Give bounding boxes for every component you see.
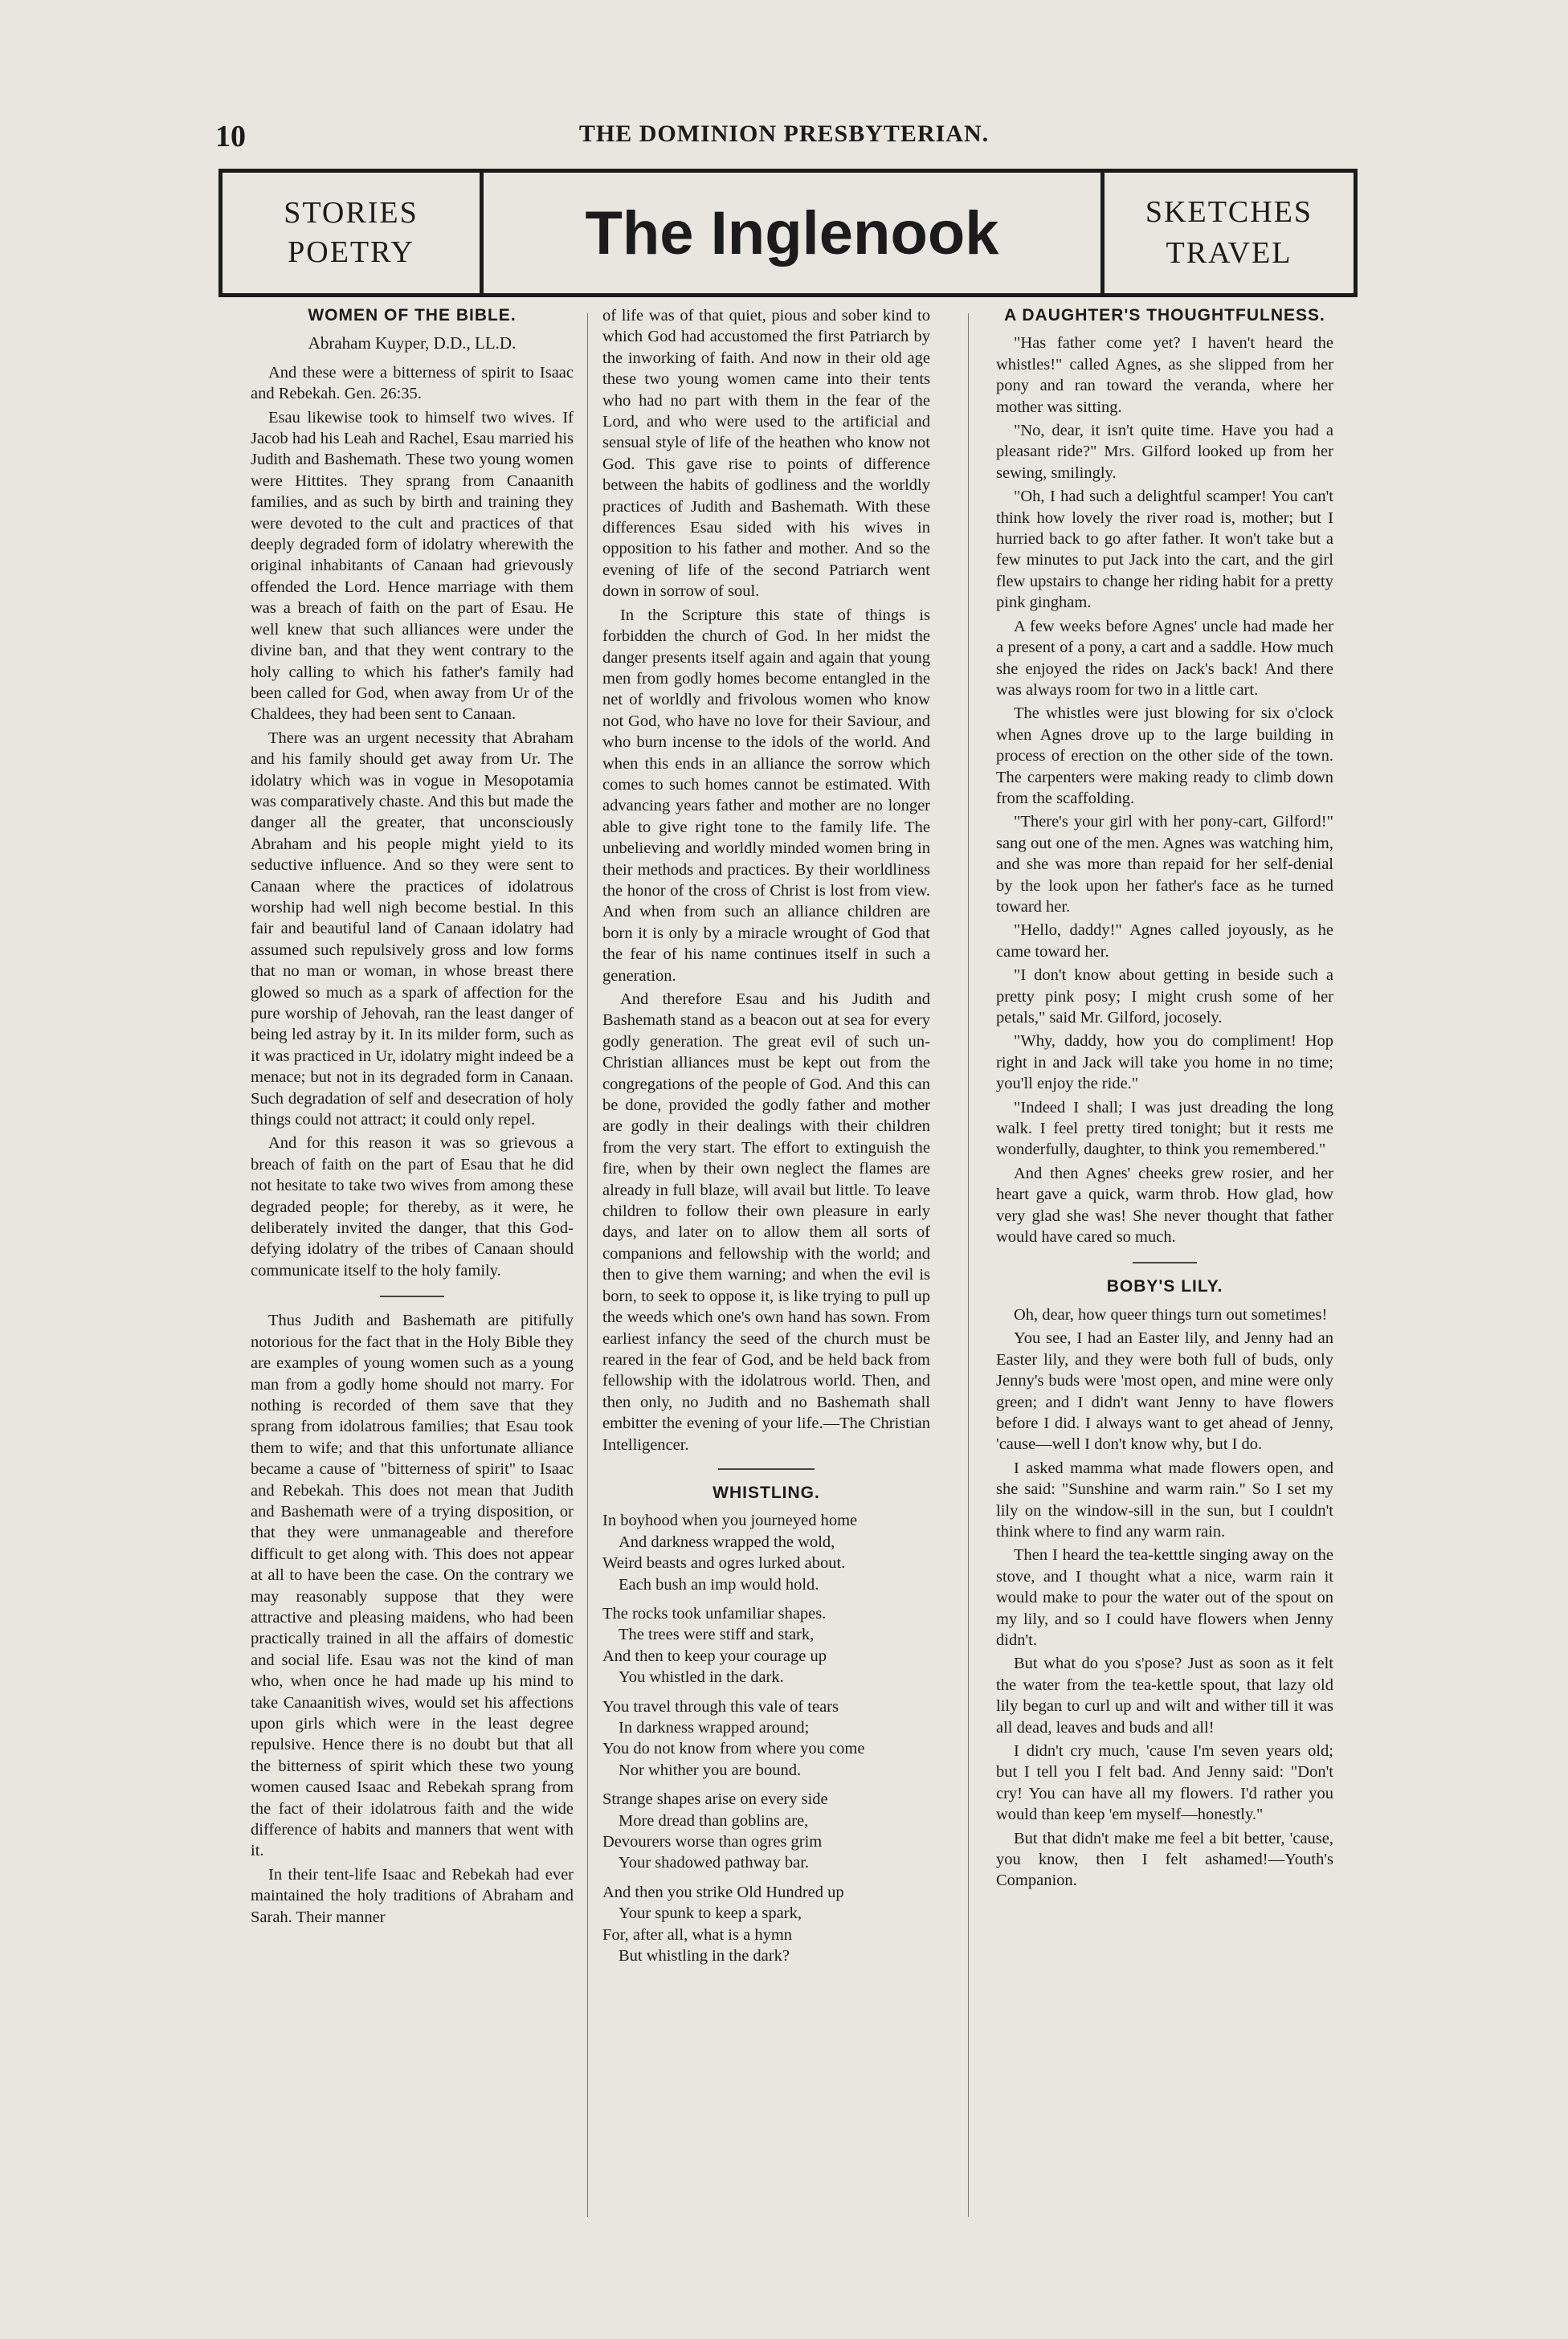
column-rule <box>968 313 969 2217</box>
paragraph: Esau likewise took to himself two wives. If Jacob had his Leah and Rachel, Esau married his Judith and Bashemath. These two young women were Hittites. They sprang from Canaanith families, and as such by birth and training they were devoted to the cult and practices of that deeply degraded form of idolatry wherewith the original inhabitants of Canaan had grievously offended the Lord. Hence marriage with them was a breach of faith on the part of Esau. He well knew that such alliances were under the divine ban, and that they went contrary to the holy calling to which his father's family had been called for God, when away from Ur of the Chaldees, they had been sent to Canaan. <box>251 408 574 724</box>
paragraph: Then I heard the tea-ketttle singing away on the stove, and I thought what a nice, warm rain it would make to pour the water out of the spout on my lily, and so I could have flowers when Jenny didn't. <box>996 1546 1333 1649</box>
masthead-right-box <box>1100 173 1354 293</box>
divider <box>718 1468 815 1470</box>
column-rule <box>587 313 588 2217</box>
poem-line: And then to keep your courage up <box>602 1647 827 1665</box>
paragraph: "Oh, I had such a delightful scamper! You can't think how lovely the river road is, mother; but I hurried back to go after father. It won't take but a few minutes to put Jack into the cart, and the girl flew upstairs to change her riding habit for a pretty pink gingham. <box>996 488 1333 612</box>
poem-line: You whistled in the dark. <box>619 1668 784 1687</box>
article-title-women-of-the-bible: WOMEN OF THE BIBLE. <box>308 306 517 325</box>
poem-line: For, after all, what is a hymn <box>602 1925 793 1944</box>
paragraph: But that didn't make me feel a bit better, 'cause, you know, then I felt ashamed!—Youth's Companion. <box>996 1829 1333 1890</box>
article-byline: Abraham Kuyper, D.D., LL.D. <box>308 333 517 353</box>
paragraph: A few weeks before Agnes' uncle had made her a present of a pony, a cart and a saddle. How much she enjoyed the rides on Jack's back! And there was always room for two in a little cart. <box>996 617 1333 699</box>
poem-line: And darkness wrapped the wold, <box>619 1533 835 1551</box>
paragraph: I asked mamma what made flowers open, and she said: "Sunshine and warm rain." So I set my lily on the window-sill in the sun, but I couldn't think where to find any warm rain. <box>996 1459 1333 1541</box>
divider <box>380 1296 444 1297</box>
paragraph: "Has father come yet? I haven't heard the whistles!" called Agnes, as she slipped from her pony and ran toward the veranda, where her mother was sitting. <box>996 334 1333 416</box>
poem-line: You travel through this vale of tears <box>602 1697 839 1716</box>
paragraph: But what do you s'pose? Just as soon as it felt the water from the tea-kettle spout, that lazy old lily began to curl up and wilt and wither till it was all dead, leaves and buds and all! <box>996 1655 1333 1737</box>
paragraph: "There's your girl with her pony-cart, Gilford!" sang out one of the men. Agnes was watching him, and she was more than repaid for her self-denial by the look upon her father's face as he turned toward her. <box>996 813 1333 916</box>
poem-line: More dread than goblins are, <box>619 1811 809 1830</box>
poem-whistling <box>602 1510 930 1966</box>
poem-line: Nor whither you are bound. <box>619 1761 802 1779</box>
paragraph: And for this reason it was so grievous a breach of faith on the part of Esau that he did not hesitate to take two wives from among these degraded people; for thereby, as it were, he deliberately invited the danger, that this God-defying idolatry of the tribes of Canaan should communicate itself to the holy family. <box>251 1134 574 1280</box>
page-number: 10 <box>215 120 246 153</box>
poem-stanza <box>602 1510 930 1595</box>
poem-line: The rocks took unfamiliar shapes. <box>602 1604 827 1623</box>
poem-stanza <box>602 1882 930 1967</box>
paragraph: "Why, daddy, how you do compliment! Hop right in and Jack will take you home in no time; you'll enjoy the ride." <box>996 1032 1333 1093</box>
paragraph: And then Agnes' cheeks grew rosier, and her heart gave a quick, warm throb. How glad, how very glad she was! She never thought that father would have cared so much. <box>996 1164 1333 1247</box>
masthead-title: The Inglenook <box>585 198 999 267</box>
paragraph: "No, dear, it isn't quite time. Have you had a pleasant ride?" Mrs. Gilford looked up from her sewing, smilingly. <box>996 422 1333 482</box>
poem-line: Weird beasts and ogres lurked about. <box>602 1554 846 1573</box>
poem-stanza <box>602 1789 930 1874</box>
poem-line: In boyhood when you journeyed home <box>602 1512 858 1530</box>
column-1 <box>251 305 574 1930</box>
paragraph: Thus Judith and Bashemath are pitifully notorious for the fact that in the Holy Bible they are examples of young women such as a young man from a godly home should not marry. For nothing is recorded of them save that they sprang from idolatrous families; that Esau took them to wife; and that this unfortunate alliance became a cause of "bitterness of spirit" to Isaac and Rebekah. This does not mean that Judith and Bashemath were of a trying disposition, or that they were unmanageable and therefore difficult to get along with. This does not appear at all to have been the case. On the contrary we may reasonably suppose that they were attractive and pleasing maidens, who had been practically trained in all the affairs of domestic and social life. Esau was not the kind of man who, when once he had made up his mind to take Canaanitish wives, would set his affections upon girls which were in the least degree repulsive. Hence there is no doubt but that all the bitterness of spirit which these two young women caused Isaac and Rebekah sprang from the fact of their idolatrous faith and the wide difference of habits and manners that went with it. <box>251 1312 574 1860</box>
divider <box>1133 1262 1197 1263</box>
poem-line: And then you strike Old Hundred up <box>602 1883 844 1901</box>
masthead <box>218 169 1358 297</box>
poem-line: Your shadowed pathway bar. <box>619 1854 810 1872</box>
poem-line: You do not know from where you come <box>602 1740 865 1758</box>
masthead-travel: TRAVEL <box>1166 236 1292 270</box>
column-3 <box>996 305 1333 1894</box>
masthead-stories: STORIES <box>284 195 419 230</box>
masthead-poetry: POETRY <box>288 235 414 269</box>
paragraph: In the Scripture this state of things is forbidden the church of God. In her midst the danger presents itself again and again that young men from godly homes become entangled in the net of worldly and frivolous women who know not God, who have no love for their Saviour, and who burn incense to the idols of the world. And when this ends in an alliance the sorrow which comes to such homes cannot be estimated. With advancing years father and mother are no longer able to give right tone to the family life. The unbelieving and worldly minded women bring in their methods and practices. By their worldliness the honor of the cross of Christ is lost from view. And when from such an alliance children are born it is only by a miracle wrought of God that the fear of his name continues itself in such a generation. <box>602 606 930 985</box>
poem-line: Your spunk to keep a spark, <box>619 1904 802 1923</box>
poem-line: The trees were stiff and stark, <box>619 1626 815 1644</box>
poem-line: Each bush an imp would hold. <box>619 1575 819 1594</box>
paragraph: And therefore Esau and his Judith and Bashemath stand as a beacon out at sea for every godly generation. The great evil of such un-Christian alliances must be kept out from the congregations of the people of God. And this can be done, provided the godly father and mother are godly in their dealings with their children from the very start. The effort to extinguish the fire, when by their own neglect the flames are already in full blaze, will avail but little. To leave children to follow their own pleasure in early days, and later on to allow them all sorts of companions and fellowship with the world; and then to give them warning; and when the evil is born, to seek to oppose it, is like trying to pull up the weeds which one's own hand has sown. From earliest infancy the seed of the church must be reared in the fear of God, and be held back from fellowship with the idolatrous world. Then, and then only, no Judith and no Bashemath shall embitter the evening of your life.—The Christian Intelligencer. <box>602 990 930 1454</box>
poem-stanza <box>602 1696 930 1782</box>
poem-line: Strange shapes arise on every side <box>602 1790 828 1809</box>
poem-stanza <box>602 1603 930 1688</box>
masthead-sketches: SKETCHES <box>1145 194 1313 229</box>
article-title-bobys-lily: BOBY'S LILY. <box>1106 1277 1223 1296</box>
running-head: THE DOMINION PRESBYTERIAN. <box>578 120 990 147</box>
article-title-whistling: WHISTLING. <box>713 1483 820 1502</box>
paragraph: Oh, dear, how queer things turn out sometimes! <box>1014 1305 1328 1324</box>
paragraph: The whistles were just blowing for six o'clock when Agnes drove up to the large building in process of erection on the other side of the town. The carpenters were making ready to climb down from the scaffolding. <box>996 704 1333 807</box>
paragraph: You see, I had an Easter lily, and Jenny had an Easter lily, and they were both full of buds, only Jenny's buds were 'most open, and mine were only green; and I didn't want Jenny to have flowers before I did. I always want to get ahead of Jenny, 'cause—well I don't know why, but I do. <box>996 1329 1333 1454</box>
paragraph: of life was of that quiet, pious and sober kind to which God had accustomed the first Patriarch by the inworking of faith. And now in their old age these two young women came into their tents who had no part with them in the fear of the Lord, and who were used to the artificial and sensual style of life of the heathen who know not God. This gave rise to points of difference between the habits of godliness and the worldly practices of Judith and Bashemath. With these differences Esau sided with his wives in opposition to his father and mother. And so the evening of life of the second Patriarch went down in sorrow of soul. <box>602 307 930 601</box>
masthead-left-box <box>223 173 484 293</box>
poem-line: In darkness wrapped around; <box>619 1719 810 1737</box>
poem-line: Devourers worse than ogres grim <box>602 1833 823 1851</box>
poem-line: But whistling in the dark? <box>619 1947 790 1965</box>
article-title-daughters-thoughtfulness: A DAUGHTER'S THOUGHTFULNESS. <box>1004 306 1325 325</box>
paragraph: "Hello, daddy!" Agnes called joyously, as he came toward her. <box>996 921 1333 961</box>
paragraph: I didn't cry much, 'cause I'm seven years old; but I tell you I felt bad. And Jenny said: "Don't cry! You can have all my flowers. I'd rather you would than keep 'em myself—honestly." <box>996 1742 1333 1824</box>
paragraph: "Indeed I shall; I was just dreading the long walk. I feel pretty tired tonight; but it rests me wonderfully, daughter, to think you remembered." <box>996 1098 1333 1159</box>
paragraph: In their tent-life Isaac and Rebekah had ever maintained the holy traditions of Abraham and Sarah. Their manner <box>251 1865 574 1926</box>
paragraph: There was an urgent necessity that Abraham and his family should get away from Ur. The idolatry which was in vogue in Mesopotamia was comparatively chaste. And this but made the danger all the greater, that unconsciously Abraham and his people might yield to its seductive influence. And so they were sent to Canaan where the practices of idolatrous worship had well nigh become bestial. In this fair and beautiful land of Canaan idolatry had assumed such repulsively gross and low forms that no man or woman, in whose breast there glowed so much as a spark of affection for the pure worship of Jehovah, ran the least danger of being led astray by it. In its milder form, such as it was practiced in Ur, idolatry might indeed be a menace; but not in its degraded form in Canaan. Such degradation of self and desecration of holy things could not attract; it could only repel. <box>251 729 574 1129</box>
column-2 <box>602 305 930 1974</box>
paragraph: "I don't know about getting in beside such a pretty pink posy; I might crush some of her petals," said Mr. Gilford, jocosely. <box>996 966 1333 1027</box>
paragraph: And these were a bitterness of spirit to Isaac and Rebekah. Gen. 26:35. <box>251 363 574 403</box>
